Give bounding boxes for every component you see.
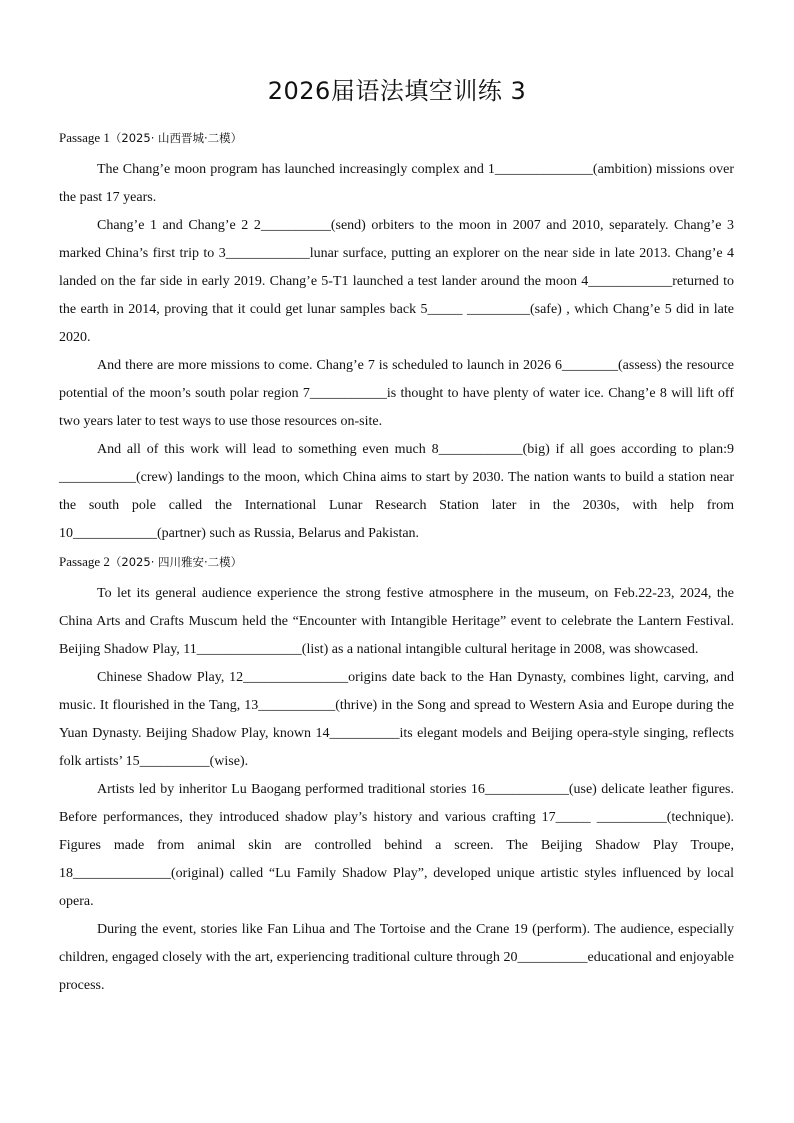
passage-1-paragraph-3: And there are more missions to come. Chang’e 7 is scheduled to launch in 2026 6________(assess) the resource potential of the moon’s south polar region 7___________is thought to have plenty of water ice. Chang’e 8 will lift off two years later to test ways to use those resources on-site. [59,358,734,429]
passage-1-body [59,156,734,548]
passage-2-body [59,580,734,1000]
passage-1-paragraph-2: Chang’e 1 and Chang’e 2 2__________(send) orbiters to the moon in 2007 and 2010, separately. Chang’e 3 marked China’s first trip to 3____________lunar surface, putting an explorer on the near side in late 2013. Chang’e 4 landed on the far side in early 2019. Chang’e 5-T1 launched a test lander around the moon 4____________returned to the earth in 2014, proving that it could get lunar samples back 5_____ _________(safe) , which Chang’e 5 did in late 2020. [59,218,734,345]
passage-2-heading [59,554,242,570]
passage-1-heading [59,130,242,146]
passage-2-paragraph-3: Artists led by inheritor Lu Baogang performed traditional stories 16____________(use) delicate leather figures. Before performances, they introduced shadow play’s history and various crafting 17_____ __________(technique). Figures made from animal skin are controlled behind a screen. The Beijing Shadow Play Troupe, 18______________(original) called “Lu Family Shadow Play”, developed unique artistic styles influenced by local opera. [59,782,734,909]
passage-1-source: （2025· 山西晋城·二模） [109,131,243,145]
passage-2-source: （2025· 四川雅安·二模） [109,555,243,569]
page-title: 2026届语法填空训练 3 [267,77,527,105]
passage-2-paragraph-4: During the event, stories like Fan Lihua and The Tortoise and the Crane 19 (perform). The audience, especially children, engaged closely with the art, experiencing traditional culture through 20__________educational and enjoyable process. [59,922,734,993]
passage-1-paragraph-4: And all of this work will lead to something even much 8____________(big) if all goes according to plan:9 ___________(crew) landings to the moon, which China aims to start by 2030. The nation wants to build a station near the south pole called the International Lunar Research Station later in the 2030s, with help from 10____________(partner) such as Russia, Belarus and Pakistan. [59,442,734,541]
passage-2-paragraph-1: To let its general audience experience the strong festive atmosphere in the museum, on Feb.22-23, 2024, the China Arts and Crafts Muscum held the “Encounter with Intangible Heritage” event to celebrate the Lantern Festival. Beijing Shadow Play, 11_______________(list) as a national intangible cultural heritage in 2008, was showcased. [59,586,734,657]
passage-1-label: Passage 1 [59,130,110,145]
passage-2-paragraph-2: Chinese Shadow Play, 12_______________origins date back to the Han Dynasty, combines light, carving, and music. It flourished in the Tang, 13___________(thrive) in the Song and spread to Western Asia and Europe during the Yuan Dynasty. Beijing Shadow Play, known 14__________its elegant models and Beijing opera-style singing, reflects folk artists’ 15__________(wise). [59,670,734,769]
passage-1-paragraph-1: The Chang’e moon program has launched increasingly complex and 1______________(ambition) missions over the past 17 years. [59,162,734,205]
passage-2-label: Passage 2 [59,554,110,569]
